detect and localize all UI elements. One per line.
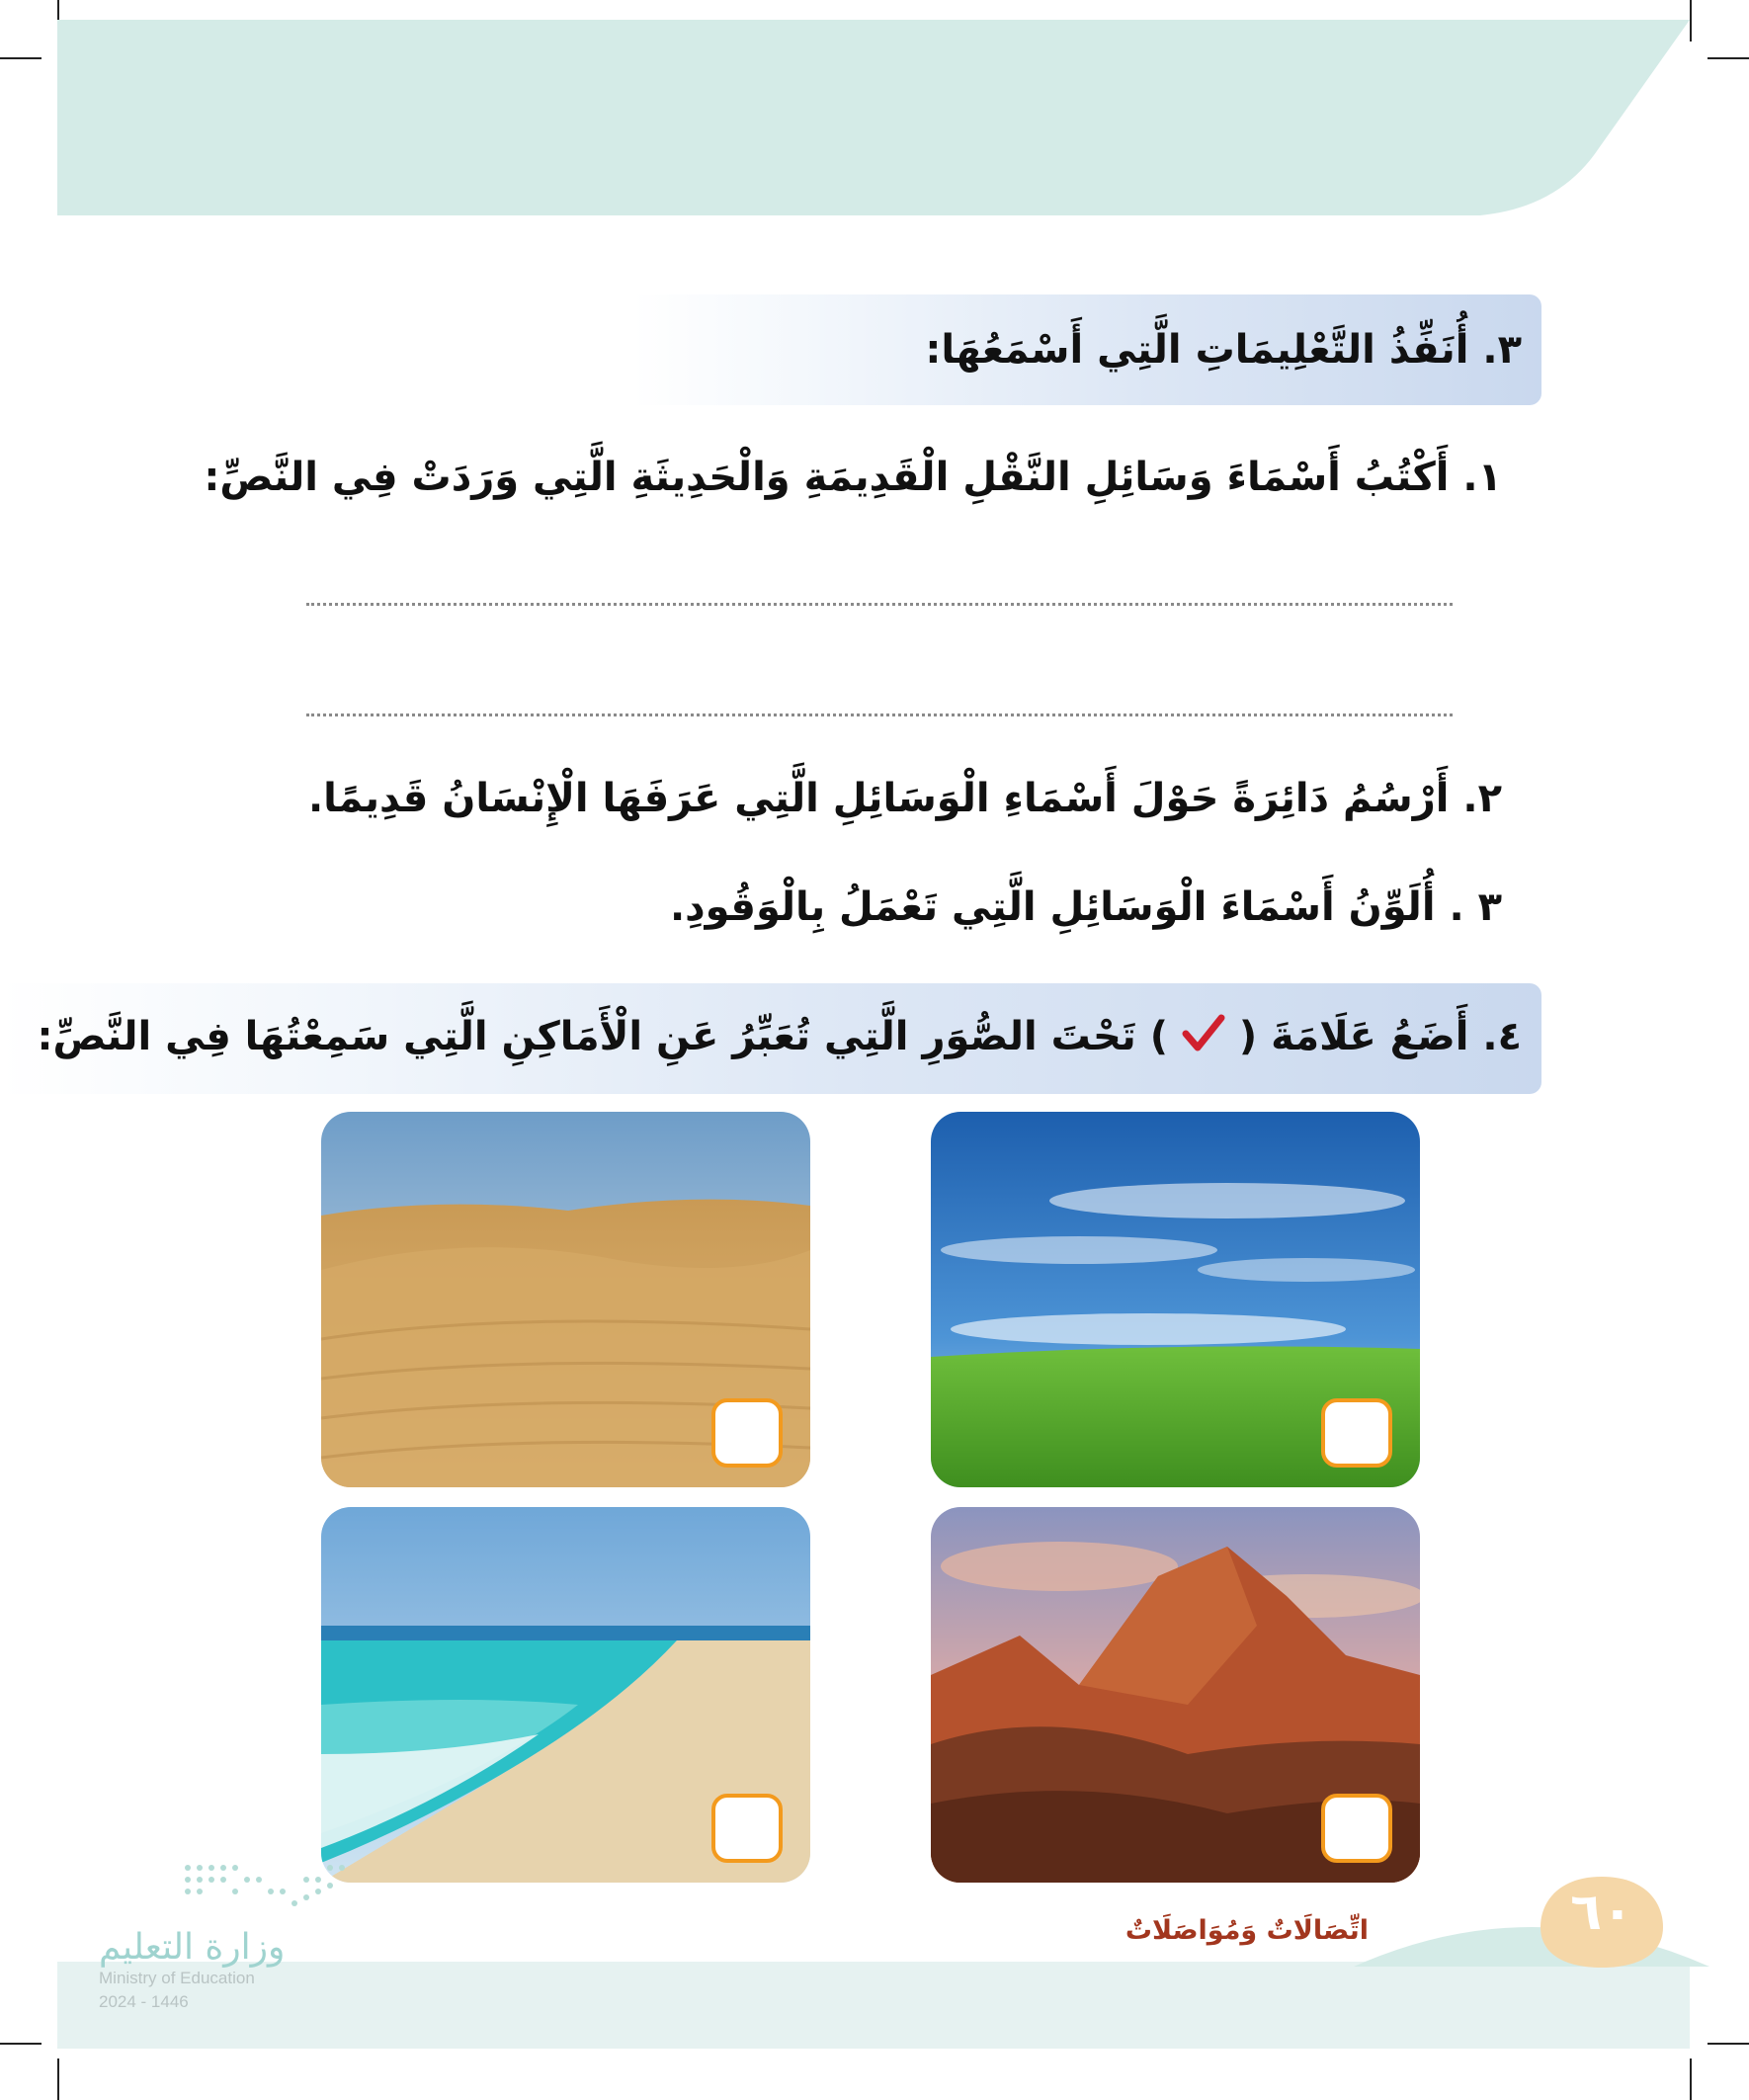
photo-desert [321,1112,810,1487]
unit-title: اتِّصَالَاتٌ وَمُوَاصَلَاتٌ [1124,1915,1369,1946]
checkbox-beach[interactable] [711,1794,783,1863]
page-number: ٦٠ [1570,1883,1633,1942]
crop-mark [1690,0,1692,42]
ministry-logo-icon [178,1858,356,1917]
section-4-title [38,1014,1522,1063]
answer-line-1[interactable] [306,603,1453,606]
crop-mark [1707,2043,1749,2045]
instruction-3: ٣ . أُلَوِّنُ أَسْمَاءَ الْوَسَائِلِ الَّتِي تَعْمَلُ بِالْوَقُودِ. [669,884,1502,930]
crop-mark [0,2043,42,2045]
checkbox-mountain[interactable] [1321,1794,1392,1863]
photo-green-field [931,1112,1420,1487]
ministry-name-arabic: وزارة التعليم [99,1927,286,1968]
section-4-title-start: ٤. أَضَعُ عَلَامَةَ ( [1238,1014,1522,1059]
instruction-2: ٢. أَرْسُمُ دَائِرَةً حَوْلَ أَسْمَاءِ الْوَسَائِلِ الَّتِي عَرَفَهَا الْإِنْسَانُ قَدِيمًا. [307,776,1502,821]
photo-mountain [931,1507,1420,1883]
footer-band [57,1962,1690,2049]
section-4-header [0,983,1541,1094]
section-3-title: ٣. أُنَفِّذُ التَّعْلِيمَاتِ الَّتِي أَسْمَعُهَا: [925,327,1522,373]
section-3-header [632,294,1541,405]
checkbox-green-field[interactable] [1321,1398,1392,1468]
crop-mark [0,57,42,59]
answer-line-2[interactable] [306,714,1453,716]
crop-mark [1690,2058,1692,2100]
ministry-year: 2024 - 1446 [99,1992,189,2011]
section-4-title-end: ) تَحْتَ الصُّوَرِ الَّتِي تُعَبِّرُ عَنِ الْأَمَاكِنِ الَّتِي سَمِعْتُهَا فِي النَّصِّ: [37,1014,1169,1059]
crop-mark [57,2058,59,2100]
instruction-1: ١. أَكْتُبُ أَسْمَاءَ وَسَائِلِ النَّقْلِ الْقَدِيمَةِ وَالْحَدِيثَةِ الَّتِي وَرَدَتْ فِي النَّصِّ: [204,455,1502,500]
photo-beach [321,1507,810,1883]
header-band [57,20,1690,215]
ministry-name-english: Ministry of Education [99,1969,255,1987]
checkbox-desert[interactable] [711,1398,783,1468]
crop-mark [1707,57,1749,59]
checkmark-icon [1182,1014,1225,1063]
